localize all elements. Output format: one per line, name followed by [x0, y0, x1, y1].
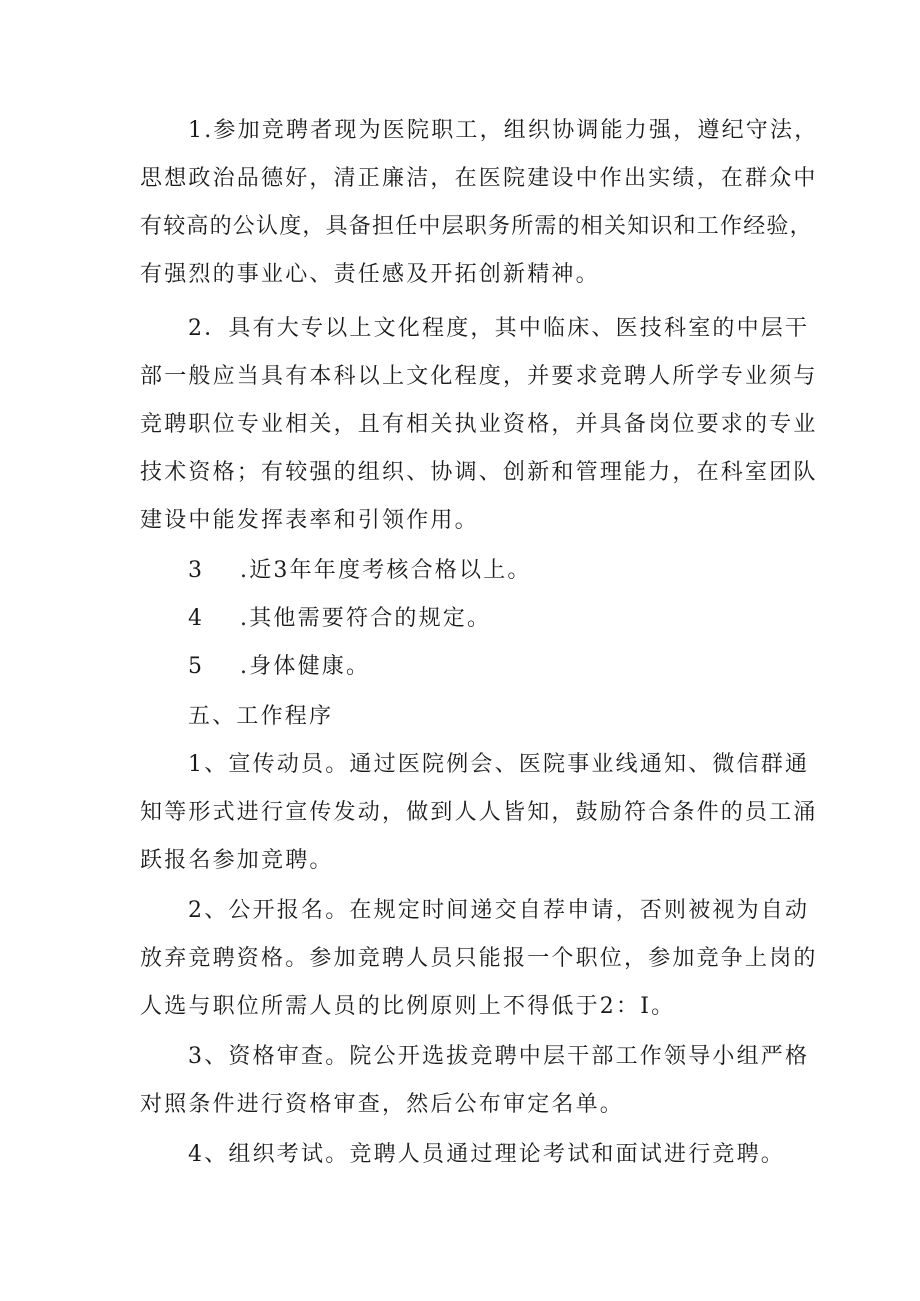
paragraph-1-line-3: 有较高的公认度，具备担任中层职务所需的相关知识和工作经验，	[140, 214, 813, 239]
item-4-number: 4	[188, 606, 202, 631]
paragraph-1-line-2: 思想政治品德好，清正廉洁，在医院建设中作出实绩，在群众中	[140, 166, 818, 191]
paragraph-2-line-1: 2．具有大专以上文化程度，其中临床、医技科室的中层干	[188, 316, 810, 341]
section-heading: 五、工作程序	[188, 704, 334, 729]
procedure-1-line-2: 知等形式进行宣传发动，做到人人皆知，鼓励符合条件的员工涌	[140, 800, 818, 825]
item-5-text: .身体健康。	[240, 654, 371, 679]
procedure-3-line-2: 对照条件进行资格审查，然后公布审定名单。	[140, 1092, 625, 1117]
procedure-2-line-1: 2、公开报名。在规定时间递交自荐申请，否则被视为自动	[188, 898, 810, 923]
procedure-1-line-3: 跃报名参加竞聘。	[140, 848, 334, 873]
paragraph-2-line-5: 建设中能发挥表率和引领作用。	[140, 508, 479, 533]
paragraph-1-line-1: 1.参加竞聘者现为医院职工，组织协调能力强，遵纪守法，	[188, 118, 819, 143]
item-3-text: .近3年年度考核合格以上。	[240, 558, 532, 583]
item-4-text: .其他需要符合的规定。	[240, 606, 492, 631]
paragraph-2-line-3: 竞聘职位专业相关，且有相关执业资格，并具备岗位要求的专业	[140, 412, 818, 437]
procedure-3-line-1: 3、资格审查。院公开选拔竞聘中层干部工作领导小组严格	[188, 1044, 810, 1069]
paragraph-1-line-4: 有强烈的事业心、责任感及开拓创新精神。	[140, 262, 600, 287]
paragraph-2-line-2: 部一般应当具有本科以上文化程度，并要求竞聘人所学专业须与	[140, 364, 818, 389]
procedure-1-line-1: 1、宣传动员。通过医院例会、医院事业线通知、微信群通	[188, 752, 810, 777]
procedure-4-line-1: 4、组织考试。竞聘人员通过理论考试和面试进行竞聘。	[188, 1142, 785, 1167]
item-5-number: 5	[188, 654, 202, 679]
item-3-number: 3	[188, 558, 202, 583]
paragraph-2-line-4: 技术资格；有较强的组织、协调、创新和管理能力，在科室团队	[140, 460, 818, 485]
procedure-2-line-3: 人选与职位所需人员的比例原则上不得低于2：I。	[140, 994, 676, 1019]
procedure-2-line-2: 放弃竞聘资格。参加竞聘人员只能报一个职位，参加竞争上岗的	[140, 946, 818, 971]
